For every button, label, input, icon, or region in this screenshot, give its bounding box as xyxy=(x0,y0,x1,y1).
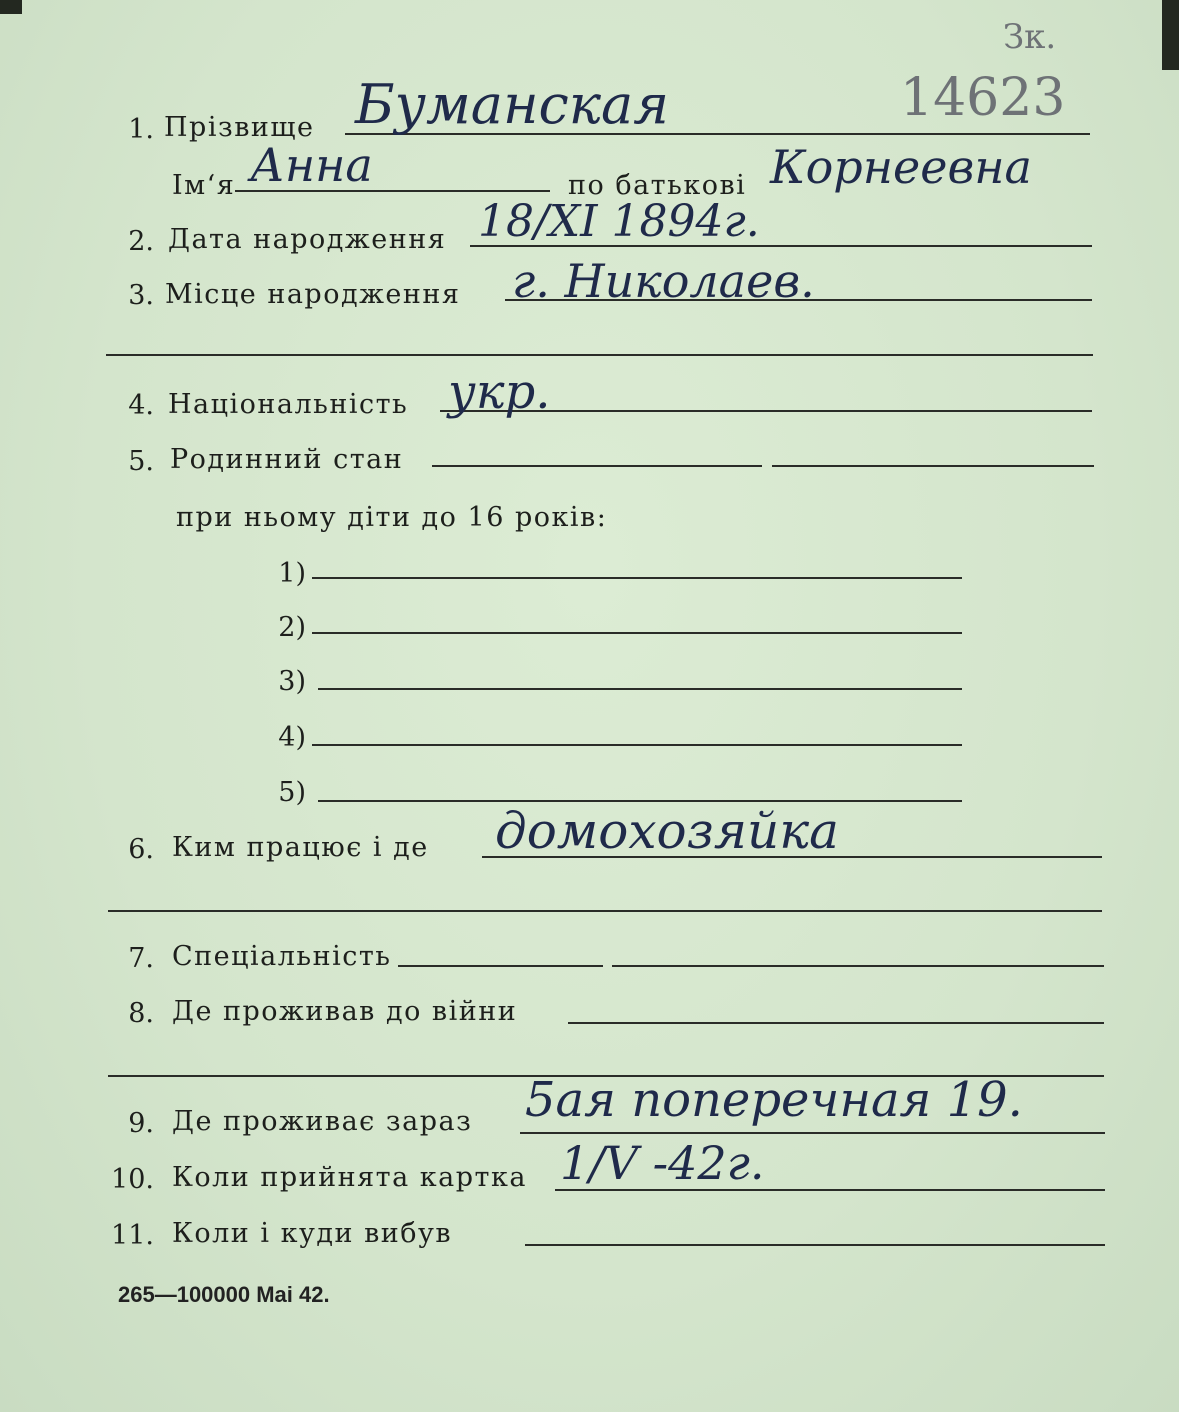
field-8-line xyxy=(568,1022,1104,1024)
child-2-number: 2) xyxy=(278,612,306,643)
field-5-line-b xyxy=(772,465,1094,467)
child-1-line xyxy=(312,577,962,579)
field-9-line xyxy=(520,1132,1105,1134)
child-2-line xyxy=(312,632,962,634)
field-11-number: 11. xyxy=(111,1220,154,1251)
field-2-value: 18/XI 1894г. xyxy=(478,196,760,247)
scan-edge-top-left xyxy=(0,0,22,14)
field-7-label: Спеціальність xyxy=(172,941,392,972)
field-2-number: 2. xyxy=(128,226,154,257)
field-6-value: домохозяйка xyxy=(495,802,839,860)
field-1-number: 1. xyxy=(128,114,154,145)
child-4-number: 4) xyxy=(278,722,306,753)
field-7-number: 7. xyxy=(128,943,154,974)
field-5-number: 5. xyxy=(128,446,154,477)
field-4-label: Національність xyxy=(168,389,409,420)
child-1-number: 1) xyxy=(278,558,306,589)
name-value: Анна xyxy=(250,138,373,192)
name-label: Ім‘я xyxy=(172,170,236,201)
field-9-value: 5ая поперечная 19. xyxy=(525,1072,1023,1128)
field-8-label: Де проживав до війни xyxy=(172,996,518,1027)
patronymic-value: Корнеевна xyxy=(770,140,1032,194)
field-9-number: 9. xyxy=(128,1108,154,1139)
field-10-number: 10. xyxy=(111,1164,154,1195)
field-5-label: Родинний стан xyxy=(170,444,404,475)
field-4-number: 4. xyxy=(128,390,154,421)
child-3-number: 3) xyxy=(278,666,306,697)
patronymic-label: по батькові xyxy=(568,170,747,201)
field-1-value: Буманская xyxy=(355,73,669,136)
field-6-line-extra xyxy=(108,910,1102,912)
field-11-line xyxy=(525,1244,1105,1246)
field-3-number: 3. xyxy=(128,280,154,311)
field-9-label: Де проживає зараз xyxy=(172,1106,473,1137)
scan-edge-top-right xyxy=(1162,0,1179,70)
field-8-number: 8. xyxy=(128,998,154,1029)
field-2-label: Дата народження xyxy=(168,224,447,255)
field-6-number: 6. xyxy=(128,834,154,865)
record-number: 14623 xyxy=(900,68,1066,128)
field-3-line-extra xyxy=(106,354,1093,356)
child-3-line xyxy=(318,688,962,690)
print-code: 265—100000 Mai 42. xyxy=(118,1282,330,1307)
field-4-value: укр. xyxy=(448,364,551,420)
field-5-line-a xyxy=(432,465,762,467)
field-1-label: Прізвище xyxy=(164,112,315,143)
corner-note: Зк. xyxy=(1003,17,1057,57)
field-10-label: Коли прийнята картка xyxy=(172,1162,527,1193)
field-6-label: Ким працює і де xyxy=(172,832,429,863)
children-label: при ньому діти до 16 років: xyxy=(176,502,608,533)
field-7-line-a xyxy=(398,965,603,967)
field-3-label: Місце народження xyxy=(165,279,461,310)
field-3-value: г. Николаев. xyxy=(512,254,815,308)
field-7-line-b xyxy=(612,965,1104,967)
field-11-label: Коли і куди вибув xyxy=(172,1218,453,1249)
field-10-value: 1/V -42г. xyxy=(560,1136,765,1190)
child-5-number: 5) xyxy=(278,777,306,808)
child-4-line xyxy=(312,744,962,746)
